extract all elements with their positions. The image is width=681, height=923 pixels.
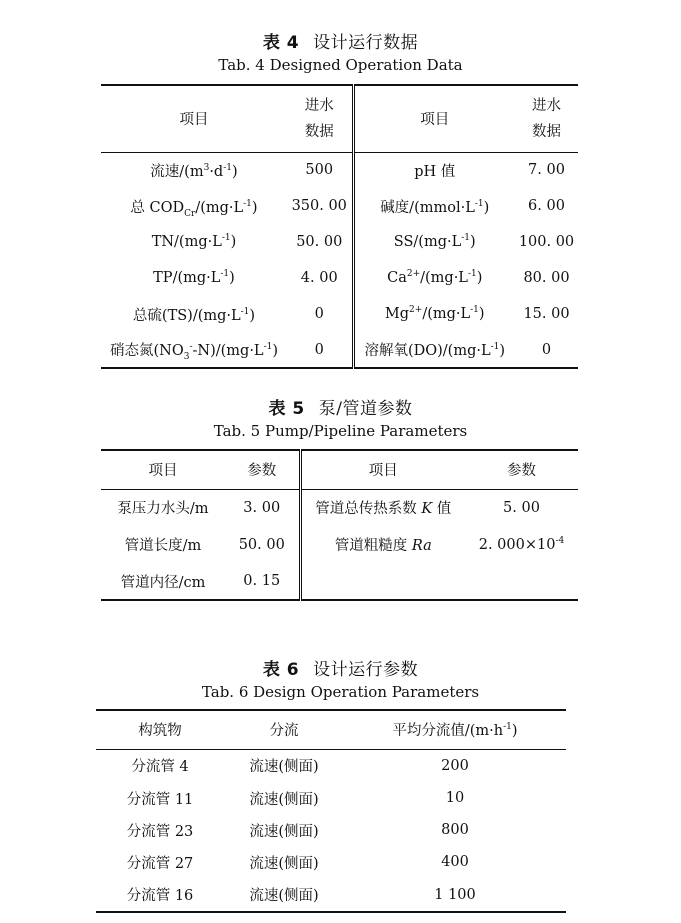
table5-r-empty-value [465,563,578,600]
table6-caption-zh [0,655,681,680]
table5-hdr-item-right: 项目 [300,450,465,489]
table4-l-name-4: 总硫$(TS)/(mg\cdot L^{-1})$ [132,306,256,324]
table6-hdr-split: 分流 [269,723,299,740]
table-row [96,814,566,846]
table6-split-0: 流速(侧面) [249,759,319,776]
table-row [96,878,566,912]
table6-structure-4: 分流管 16 [126,888,194,904]
table5-label: 表 5 [268,399,305,419]
table6-split-3: 流速(侧面) [249,855,319,872]
table-row [101,489,578,526]
table6-caption-en: Tab. 6 Design Operation Parameters [201,683,480,701]
table5-l-name-2: 管道内径/cm [120,574,206,591]
table4-hdr-data-left: 进水 数据 [304,97,334,140]
table5-r-value-1: 2. $000\times 10^{-4}$ [478,535,565,553]
table4-l-name-5: 硝态氮$(NO_3^--N)/(mg\cdot L^{-1})$ [109,342,279,362]
table4-caption-en: Tab. 4 Designed Operation Data [218,56,463,74]
table5-title-zh: 泵/管道参数 [318,399,413,419]
table6-hdr-avg: 平均分流值$/(m\cdot h^{-1})$ [392,722,518,740]
table4-l-name-2: $TN/(mg\cdot L^{-1})$ [151,233,237,250]
table4-l-value-5: 0 [314,341,324,358]
table5-l-name-1: 管道长度/m [124,538,202,554]
table4-l-name-3: $TP/(mg\cdot L^{-1})$ [153,269,235,286]
table4-r-name-4: $Mg^{2+}/(mg\cdot L^{-1})$ [353,296,515,332]
table5-r-name-0: 管道总传热系数 K 值 [300,489,465,526]
table-row [101,563,578,600]
table4-l-name-0: 流速$/(m^3\cdot d^{-1})$ [150,162,238,180]
table-row [101,260,578,296]
table6-structure-1: 分流管 11 [126,791,194,808]
table6-value-1: 10 [445,790,465,806]
table6-header-row [96,710,566,749]
table6-structure-2: 分流管 23 [126,823,194,840]
table5-r-empty [300,563,465,600]
table4-l-value-2: 50. 00 [296,234,343,250]
table-row [101,224,578,260]
table4-r-name-0: pH 值 [353,152,515,188]
table6-value-3: 400 [441,854,469,870]
table5-l-value-0: 3. 00 [243,499,281,516]
table4-r-name-5: 溶解氧$(DO)/(mg\cdot L^{-1})$ [353,332,515,368]
table6-value-4: 1 100 [434,886,476,903]
table5-caption-zh [0,394,681,419]
table-row [101,526,578,563]
table4-r-name-2: $SS/(mg\cdot L^{-1})$ [353,224,515,260]
table5-l-value-1: 50. 00 [238,536,285,553]
table-row [96,749,566,782]
table4-hdr-item-right: 项目 [353,85,515,152]
table4-hdr-item-left: 项目 [179,112,209,129]
table4-l-value-1: 350. 00 [291,198,347,214]
table4-r-value-0: 7. 00 [528,162,565,179]
table4-title-zh: 设计运行数据 [313,33,419,53]
table4-header-row [101,85,578,152]
table5-caption-en: Tab. 5 Pump/Pipeline Parameters [213,422,468,440]
table4-l-value-0: 500 [305,162,334,179]
table6-title-zh: 设计运行参数 [313,660,419,680]
table5-l-name-0: 泵压力水头/m [117,501,209,518]
table4-r-name-1: 碱度$/(mmol\cdot L^{-1})$ [353,188,515,224]
table5-r-value-0: 5. 00 [503,499,540,516]
table-row [101,152,578,188]
table4-l-value-4: 0 [314,306,324,322]
table4-r-value-2: 100. 00 [518,234,575,250]
table-row [96,782,566,814]
table4-l-name-1: 总 $COD_{Cr}/(mg\cdot L^{-1})$ [130,198,258,219]
table5 [101,449,578,601]
table5-hdr-item-left: 项目 [148,463,178,480]
table6-split-4: 流速(侧面) [249,888,319,904]
table4-r-value-1: 6. 00 [528,198,565,214]
table4-r-value-3: 80. 00 [523,270,570,286]
table6-value-0: 200 [441,757,469,774]
table5-hdr-param-left: 参数 [247,463,277,480]
table4-r-value-5: 0 [541,341,552,358]
table-row [96,846,566,878]
table-row [101,188,578,224]
table-row [101,332,578,368]
table6-split-1: 流速(侧面) [249,791,319,808]
table4-l-value-3: 4. 00 [300,270,338,286]
table5-r-name-1: 管道粗糙度 Ra [300,526,465,563]
table4-label: 表 4 [262,33,300,53]
table6 [96,709,566,913]
table6-label: 表 6 [262,660,300,680]
table5-header-row [101,450,578,489]
table6-structure-0: 分流管 4 [131,759,189,776]
table4-r-name-3: $Ca^{2+}/(mg\cdot L^{-1})$ [353,260,515,296]
table5-hdr-param-right: 参数 [507,463,536,480]
table-row [101,296,578,332]
table4-hdr-data-right: 进水 数据 [532,97,561,140]
table6-structure-3: 分流管 27 [126,855,194,872]
table6-hdr-structure: 构筑物 [138,723,182,740]
table5-l-value-2: 0. 15 [243,573,281,589]
table6-value-2: 800 [441,822,469,838]
table4 [101,84,578,369]
table4-r-value-4: 15. 00 [523,306,570,322]
table4-caption-zh [0,28,681,53]
table6-split-2: 流速(侧面) [249,823,319,840]
